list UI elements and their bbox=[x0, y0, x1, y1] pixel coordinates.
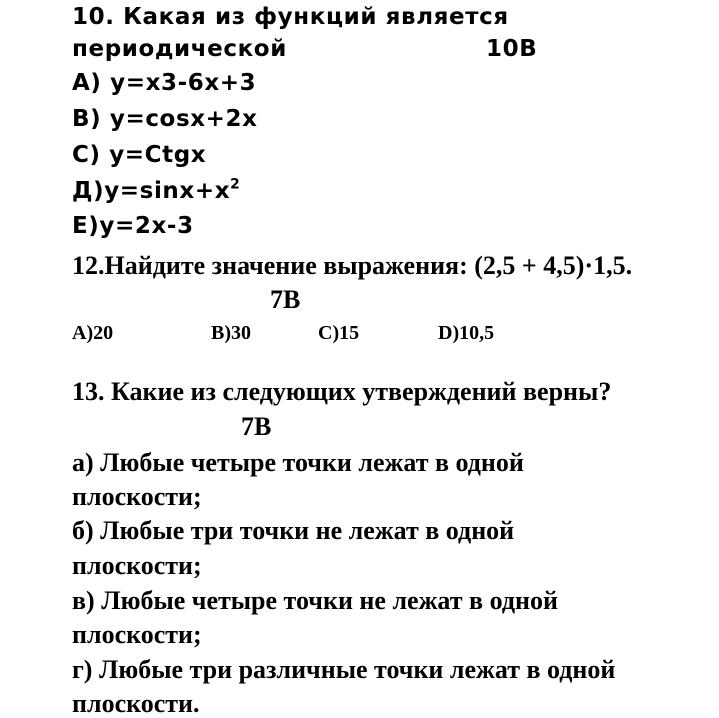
q13-title: 13. Какие из следующих утверждений верны? bbox=[72, 377, 612, 406]
q10-option-b: В) y=cosx+2x bbox=[72, 106, 258, 132]
q13-statement-b-cont: плоскости; bbox=[72, 551, 202, 580]
q10-option-a: А) y=x3-6x+3 bbox=[72, 70, 257, 96]
q12-option-a: А)20 bbox=[72, 322, 114, 344]
q13-statement-c-cont: плоскости; bbox=[72, 620, 202, 649]
q10-title-line2: периодической bbox=[72, 36, 287, 62]
q10-title-line1: 10. Какая из функций является bbox=[72, 4, 509, 30]
q12-title: 12.Найдите значение выражения: (2,5 + 4,5)·1,5. bbox=[72, 251, 633, 280]
q10-grade: 10В bbox=[486, 36, 538, 62]
q12-grade: 7В bbox=[270, 285, 301, 314]
q13-statement-a-cont: плоскости; bbox=[72, 482, 202, 511]
q13-statement-d-cont: плоскости. bbox=[72, 689, 200, 718]
q10-option-d-base: Д)y=sinx+x bbox=[72, 178, 231, 204]
q10-option-d-sup: 2 bbox=[230, 176, 241, 193]
q13-statement-d: г) Любые три различные точки лежат в одной bbox=[72, 655, 616, 684]
q13-statement-c: в) Любые четыре точки не лежат в одной bbox=[72, 586, 558, 615]
q12-option-d: D)10,5 bbox=[438, 322, 495, 344]
q10-option-e: Е)y=2x-3 bbox=[72, 213, 194, 239]
q12-option-b: В)30 bbox=[211, 322, 251, 344]
q13-statement-a: а) Любые четыре точки лежат в одной bbox=[72, 448, 524, 477]
q13-grade: 7В bbox=[241, 412, 272, 441]
q13-statement-b: б) Любые три точки не лежат в одной bbox=[72, 516, 515, 545]
q10-option-d bbox=[72, 176, 241, 204]
q10-option-c: С) y=Ctgx bbox=[72, 142, 207, 168]
q12-option-c: С)15 bbox=[318, 322, 360, 344]
